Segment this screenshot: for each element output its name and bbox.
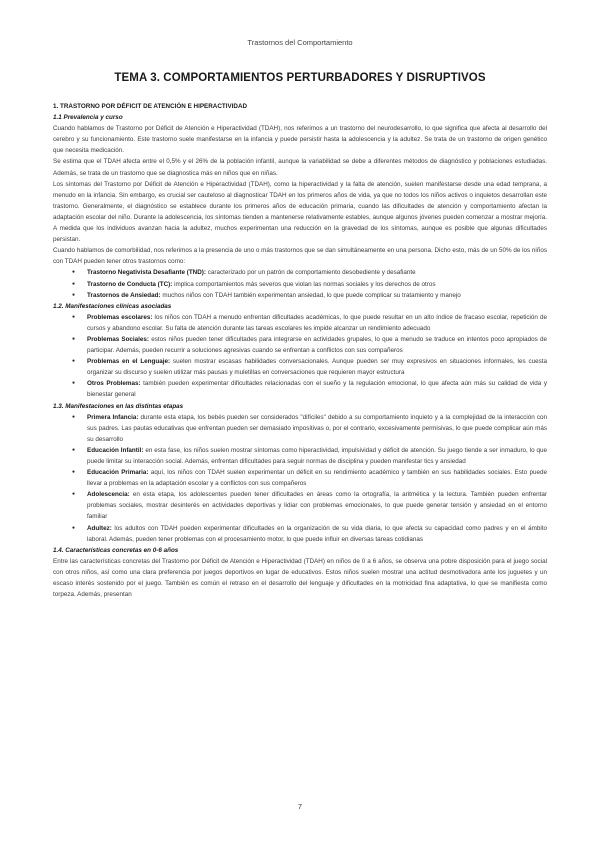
list-item bbox=[53, 290, 547, 301]
list-item-term: Otros Problemas: bbox=[87, 380, 141, 388]
subsection-heading-prevalence: 1.1 Prevalencia y curso bbox=[53, 114, 123, 122]
list-item bbox=[53, 445, 547, 467]
subsection-heading-clinical: 1.2. Manifestaciones clínicas asociadas bbox=[53, 302, 172, 310]
list-item-term: Problemas escolares: bbox=[87, 313, 153, 321]
list-item-text: implica comportamientos más severos que violan las normas sociales y los derechos de otros bbox=[172, 280, 436, 288]
list-item-term: Adolescencia: bbox=[87, 491, 130, 499]
subsection-heading-stages: 1.3. Manifestaciones en las distintas etapas bbox=[53, 402, 184, 410]
list-item-term: Educación Primaria: bbox=[87, 469, 149, 477]
list-item-text: suelen mostrar escasas habilidades conversacionales. Aunque pueden ser muy expresivos en situaciones informales, les cuesta organizar su discurso y suelen utilizar más pausas y muletillas en conversaciones que requieren mayor estructura bbox=[87, 358, 547, 377]
list-item-term: Trastorno de Conducta (TC): bbox=[87, 280, 173, 288]
list-item bbox=[53, 334, 547, 356]
paragraph-prevalence: Se estima que el TDAH afecta entre el 0,5% y el 26% de la población infantil, aunque la variabilidad se debe a diferentes métodos de diagnóstico y poblaciones estudiadas. Además, se trata de un trastorno que se diagnostica más en niños que en niñas. bbox=[53, 158, 547, 177]
list-item bbox=[53, 279, 547, 290]
page-number: 7 bbox=[297, 802, 303, 811]
list-item-term: Trastorno Negativista Desafiante (TND): bbox=[87, 269, 206, 277]
section-heading: 1. TRASTORNO POR DÉFICIT DE ATENCIÓN E HIPERACTIVIDAD bbox=[53, 103, 248, 110]
list-item-term: Problemas en el Lenguaje: bbox=[87, 358, 171, 366]
list-item bbox=[53, 412, 547, 445]
list-item-text: muchos niños con TDAH también experimentan ansiedad, lo que puede complicar su tratamiento y manejo bbox=[160, 291, 461, 299]
paragraph-0-6: Entre las características concretas del Trastorno por Déficit de Atención e Hiperactividad (TDAH) en niños de 0 a 6 años, se observa una pobre disposición para el juego social con otros niños, así como una clara preferencia por juegos deportivos en lugar de educativos. Estos niños suelen mostrar una actitud desmotivadora ante los juguetes y un escaso interés sostenido por el juego. También es común el retraso en el desarrollo del lenguaje y dificultades en la motricidad fina adaptativa, lo que se manifiesta como torpeza. Además, presentan bbox=[53, 557, 547, 599]
list-item bbox=[53, 356, 547, 378]
running-header: Trastornos del Comportamiento bbox=[247, 38, 353, 47]
list-item-text: durante esta etapa, los bebés pueden ser considerados "difíciles" debido a su comportamiento inquieto y a la complejidad de la interacción con sus padres. Las pautas educativas que enfrentan pueden ser demasiado impositivas o, por el contrario, excesivamente permisivas, lo que puede complicar aún más su desarrollo bbox=[87, 413, 547, 443]
list-item-text: en esta fase, los niños suelen mostrar síntomas como hiperactividad, impulsividad y déficit de atención. Su juego tiende a ser inmaduro, lo que puede limitar su interacción social. Además, enfrentan dificultades para seguir normas de disciplina y pueden manifestar tics y ansiedad bbox=[87, 446, 548, 465]
list-item-term: Adultez: bbox=[87, 524, 112, 532]
list-item bbox=[53, 489, 547, 522]
stages-list bbox=[53, 412, 547, 545]
list-item-text: aquí, los niños con TDAH suelen experimentar un déficit en su rendimiento académico y también en sus habilidades sociales. Esto puede llevar a problemas en la adaptación escolar y a conflictos con sus compañeros bbox=[87, 469, 548, 488]
paragraph-symptoms: Los síntomas del Trastorno por Déficit de Atención e Hiperactividad (TDAH), como la hiperactividad y la falta de atención, suelen manifestarse desde una edad temprana, a menudo en la infancia. Sin embargo, es crucial ser cauteloso al diagnosticar TDAH en los primeros años de vida, ya que no todos los niños activos o inquietos desarrollan este trastorno. Generalmente, el diagnóstico se establece durante los primeros años de educación primaria, cuando las dificultades de atención y comportamiento afectan la adaptación escolar del niño. Durante la adolescencia, los síntomas tienden a mantenerse relativamente estables, aunque algunos jóvenes pueden comenzar a mostrar mejoría. A medida que los individuos avanzan hacia la adultez, muchos experimentan una reducción en la gravedad de los síntomas, aunque es posible que algunas dificultades persistan. bbox=[53, 180, 547, 244]
list-item-term: Educación Infantil: bbox=[87, 446, 144, 454]
list-item bbox=[53, 467, 547, 489]
subsection-heading-0-6: 1.4. Características concretas en 0-6 años bbox=[53, 546, 179, 554]
list-item-text: estos niños pueden tener dificultades para integrarse en actividades grupales, lo que a menudo se traduce en intentos poco apropiados de participar. Además, pueden recurrir a soluciones agresivas cuando se enfrentan a conflictos con sus compañeros bbox=[87, 335, 547, 355]
list-item-text: también pueden experimentar dificultades relacionadas con el sueño y la regulación emocional, lo que afecta aún más su calidad de vida y bienestar general bbox=[87, 380, 547, 399]
document-body bbox=[53, 101, 547, 600]
list-item bbox=[53, 267, 547, 278]
list-item-text: caracterizado por un patrón de comportamiento desobediente y desafiante bbox=[205, 269, 416, 277]
list-item-term: Trastornos de Ansiedad: bbox=[87, 291, 161, 299]
list-item-text: en esta etapa, los adolescentes pueden tener dificultades en áreas como la ortografía, la aritmética y la lectura. También pueden enfrentar problemas sociales, mostrar desinterés en actividades deportivas y lidiar con problemas emocionales, lo que puede generar tensión y ansiedad en el entorno familiar bbox=[87, 491, 547, 521]
list-item bbox=[53, 523, 547, 545]
list-item-term: Problemas Sociales: bbox=[87, 335, 150, 343]
paragraph-definition: Cuando hablamos de Trastorno por Déficit de Atención e Hiperactividad (TDAH), nos referimos a un trastorno del neurodesarrollo, lo que significa que afecta al desarrollo del cerebro y su funcionamiento. Este trastorno suele manifestarse en la infancia y puede persistir hasta la adolescencia y la adultez. Se trata de un trastorno de origen genético que necesita medicación. bbox=[53, 125, 547, 155]
list-item bbox=[53, 378, 547, 400]
list-item-text: los niños con TDAH a menudo enfrentan dificultades académicas, lo que puede resultar en un alto índice de fracaso escolar, repetición de cursos y abandono escolar. Su falta de atención durante las tareas escolares les impide alcanzar un rendimiento adecuado bbox=[87, 313, 547, 332]
list-item-text: los adultos con TDAH pueden experimentar dificultades en la organización de su vida diaria, lo que afecta su capacidad como padres y en el ámbito laboral. Además, pueden tener problemas con el procesamiento motor, lo que puede influir en diversas tareas cotidianas bbox=[87, 524, 547, 543]
clinical-list bbox=[53, 312, 547, 401]
paragraph-comorbidity: Cuando hablamos de comorbilidad, nos referimos a la presencia de uno o más trastornos que se dan simultáneamente en una persona. Dicho esto, más de un 50% de los niños con TDAH pueden tener otros trastornos como: bbox=[53, 247, 547, 266]
comorbidity-list bbox=[53, 267, 547, 300]
page-title: TEMA 3. COMPORTAMIENTOS PERTURBADORES Y DISRUPTIVOS bbox=[114, 72, 486, 84]
list-item-term: Primera Infancia: bbox=[87, 413, 139, 421]
list-item bbox=[53, 312, 547, 334]
